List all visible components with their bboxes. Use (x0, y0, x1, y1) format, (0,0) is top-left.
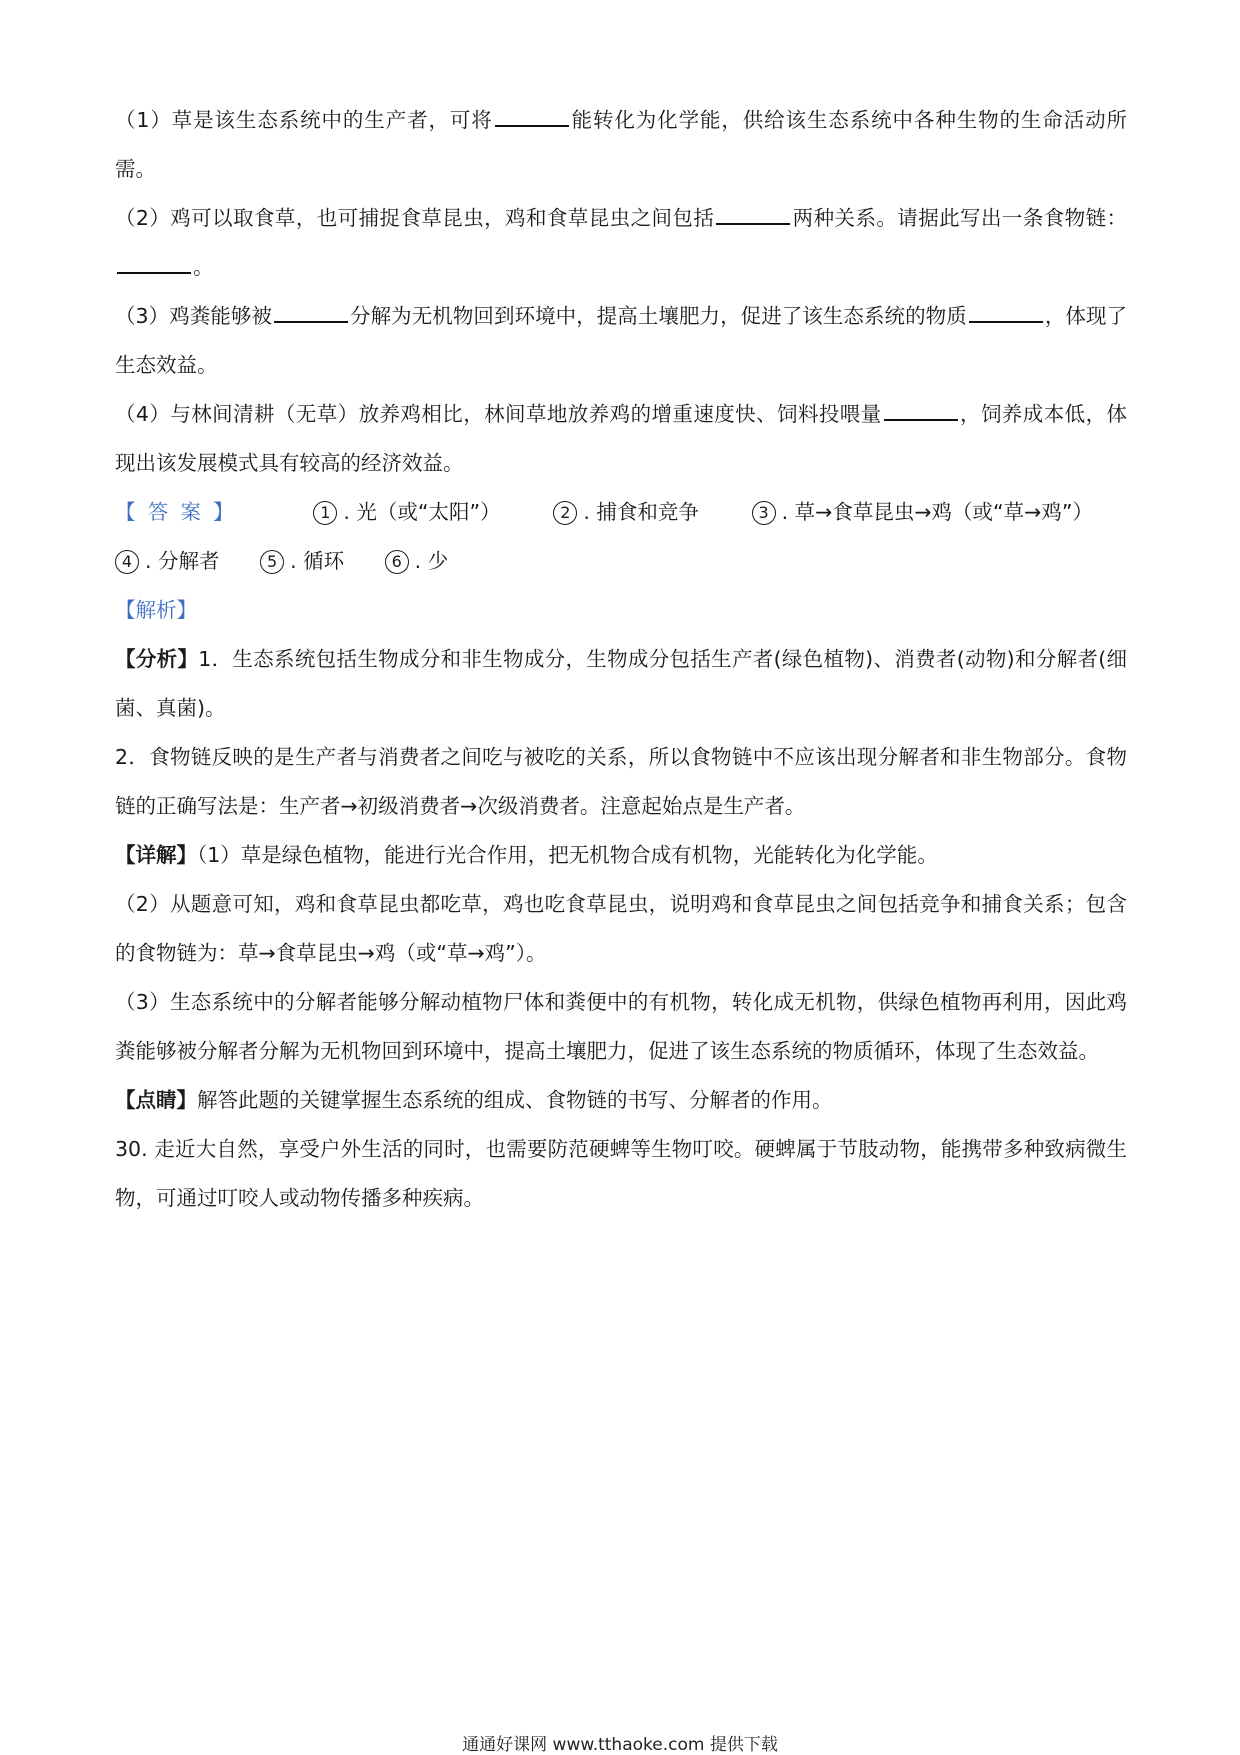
question-3: （3）鸡粪能够被 分解为无机物回到环境中，提高土壤肥力，促进了该生态系统的物质 ，体现了生态效益。 (115, 292, 1127, 390)
analysis-fenxi: 【分析】1．生态系统包括生物成分和非生物成分，生物成分包括生产者(绿色植物)、消费者(动物)和分解者(细菌、真菌)。 (115, 647, 1128, 720)
dianjing-label: 【点睛】 (115, 1088, 197, 1112)
analysis-point-2: 2．食物链反映的是生产者与消费者之间吃与被吃的关系，所以食物链中不应该出现分解者和非生物部分。食物链的正确写法是：生产者→初级消费者→次级消费者。注意起始点是生产者。 (115, 745, 1127, 818)
circled-number: 5 (260, 550, 284, 574)
answer-blank (884, 399, 958, 421)
answer-label: 【答案】 (115, 500, 246, 524)
answer-item: 2 . 捕食和竞争 (553, 488, 699, 537)
analysis-label: 【解析】 (115, 598, 197, 622)
question-4: （4）与林间清耕（无草）放养鸡相比，林间草地放养鸡的增重速度快、饲料投喂量 ，饲养成本低，体现出该发展模式具有较高的经济效益。 (115, 390, 1127, 488)
answer-item: 6 . 少 (385, 537, 449, 586)
answer-item: 4 . 分解者 (115, 537, 220, 586)
question-2: （2）鸡可以取食草，也可捕捉食草昆虫，鸡和食草昆虫之间包括 两种关系。请据此写出一条食物链：。 (115, 194, 1127, 292)
answer-item: 3 . 草→食草昆虫→鸡（或“草→鸡”） (752, 488, 1093, 537)
page-footer: 通通好课网 www.tthaoke.com 提供下载 (462, 1735, 778, 1755)
answer-blank (495, 105, 569, 127)
xiangjie-label: 【详解】 (115, 843, 197, 867)
analysis-xiangjie-3: （3）生态系统中的分解者能够分解动植物尸体和粪便中的有机物，转化成无机物，供绿色植物再利用，因此鸡粪能够被分解者分解为无机物回到环境中，提高土壤肥力，促进了该生态系统的物质循环，体现了生态效益。 (115, 990, 1127, 1063)
answer-item: 5 . 循环 (260, 537, 344, 586)
question-1: （1）草是该生态系统中的生产者，可将 能转化为化学能，供给该生态系统中各种生物的生命活动所需。 (115, 96, 1127, 194)
answer-section (115, 488, 1127, 586)
analysis-dianjing: 【点睛】解答此题的关键掌握生态系统的组成、食物链的书写、分解者的作用。 (115, 1088, 833, 1112)
question-30: 30. 走近大自然，享受户外生活的同时，也需要防范硬蜱等生物叮咬。硬蜱属于节肢动物，能携带多种致病微生物，可通过叮咬人或动物传播多种疾病。 (115, 1137, 1127, 1210)
analysis-xiangjie-1: 【详解】（1）草是绿色植物，能进行光合作用，把无机物合成有机物，光能转化为化学能。 (115, 843, 938, 867)
document-body (115, 96, 1127, 1223)
answer-blank (969, 301, 1043, 323)
answer-blank (274, 301, 348, 323)
answer-item: 1 . 光（或“太阳”） (313, 488, 500, 537)
circled-number: 1 (313, 501, 337, 525)
circled-number: 3 (752, 501, 776, 525)
fenxi-label: 【分析】 (115, 647, 199, 671)
analysis-heading (115, 586, 1127, 635)
circled-number: 2 (553, 501, 577, 525)
answer-blank (117, 252, 191, 274)
circled-number: 4 (115, 550, 139, 574)
analysis-xiangjie-2: （2）从题意可知，鸡和食草昆虫都吃草，鸡也吃食草昆虫，说明鸡和食草昆虫之间包括竞争和捕食关系；包含的食物链为：草→食草昆虫→鸡（或“草→鸡”）。 (115, 892, 1127, 965)
answer-blank (716, 203, 790, 225)
circled-number: 6 (385, 550, 409, 574)
